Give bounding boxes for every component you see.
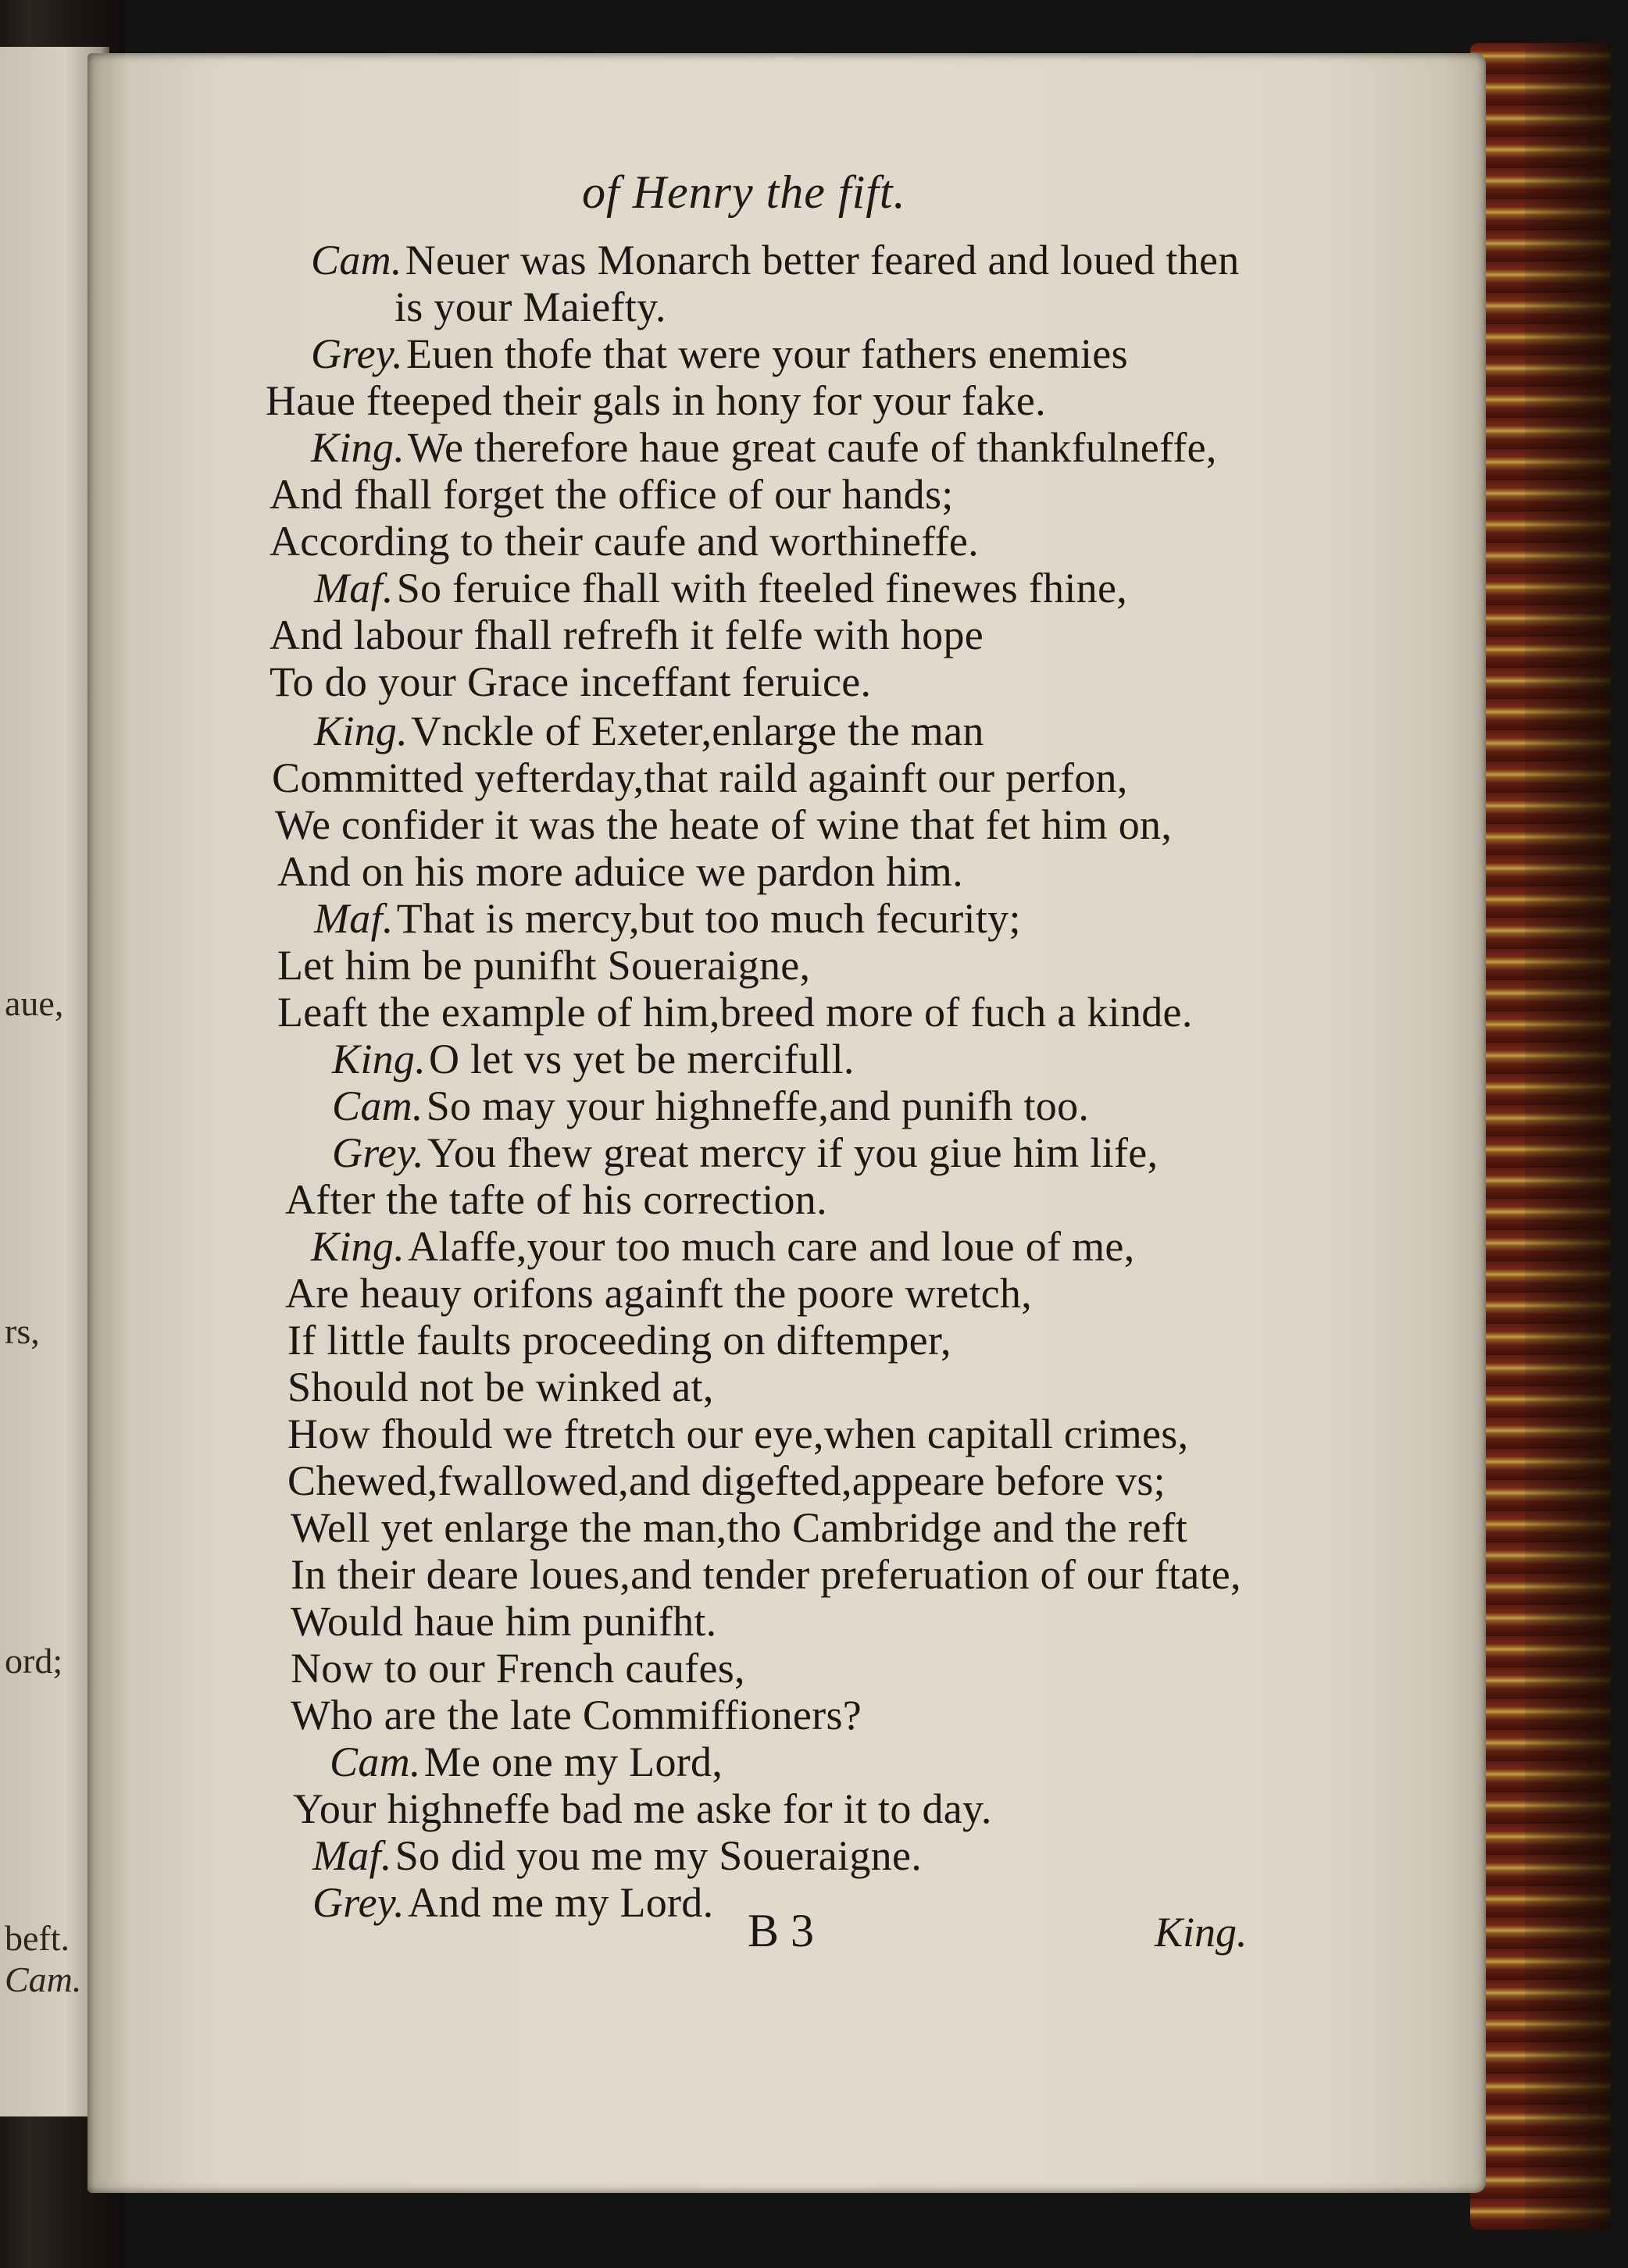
signature-mark: B 3 [748, 1905, 815, 1956]
line-text: And on his more aduice we pardon him. [277, 848, 963, 895]
line-text: Chewed,fwallowed,and digefted,appeare before vs; [287, 1457, 1166, 1504]
text-line [287, 1457, 1166, 1505]
speaker-prefix: Grey. [312, 1879, 405, 1926]
line-text: Vnckle of Exeter,enlarge the man [411, 708, 984, 754]
line-text: Haue fteeped their gals in hony for your fake. [266, 377, 1046, 424]
text-line [270, 611, 984, 659]
line-text: Alaffe,your too much care and loue of me, [408, 1223, 1135, 1270]
line-text: You fhew great mercy if you giue him life, [427, 1129, 1159, 1176]
line-text: We therefore haue great caufe of thankfulneffe, [408, 424, 1217, 471]
text-line [311, 236, 1240, 284]
text-line [277, 847, 963, 896]
text-line [291, 1503, 1187, 1552]
line-text: Let him be punifht Soueraigne, [277, 942, 811, 989]
left-fragment: rs, [5, 1311, 40, 1351]
text-line [311, 330, 1128, 378]
text-line [291, 1691, 862, 1739]
line-text: Euen thofe that were your fathers enemies [405, 330, 1128, 377]
speaker-prefix: Maf. [314, 565, 394, 612]
text-line [314, 564, 1127, 612]
text-line [287, 1316, 951, 1364]
text-line [291, 1644, 745, 1692]
text-line [314, 707, 984, 755]
line-text: is your Maiefty. [395, 284, 666, 330]
line-text: Who are the late Commiffioners? [291, 1692, 862, 1738]
speaker-prefix: Grey. [311, 330, 403, 377]
text-line [285, 1269, 1032, 1318]
line-text: And me my Lord. [407, 1879, 714, 1926]
speaker-prefix: Maf. [314, 895, 394, 942]
speaker-prefix: King. [311, 1223, 405, 1270]
line-text: Are heauy orifons againft the poore wretch, [285, 1270, 1033, 1317]
text-line [291, 1550, 1241, 1599]
line-text: Would haue him punifht. [291, 1598, 717, 1645]
text-line [312, 1831, 922, 1880]
speaker-prefix: Cam. [311, 237, 402, 284]
running-header: of Henry the fift. [582, 166, 906, 218]
catchword: King. [1155, 1909, 1248, 1956]
line-text: Committed yefterday,that raild againft our perfon, [272, 754, 1128, 801]
text-line [285, 1175, 827, 1224]
speaker-prefix: King. [314, 708, 409, 754]
text-line [291, 1597, 716, 1646]
line-text: Neuer was Monarch better feared and loued then [405, 237, 1240, 284]
line-text: That is mercy,but too much fecurity; [396, 895, 1021, 942]
text-line [270, 658, 871, 706]
text-line [270, 470, 954, 519]
line-text: After the tafte of his correction. [285, 1176, 827, 1223]
text-line [332, 1035, 855, 1083]
speaker-prefix: King. [311, 424, 405, 471]
speaker-prefix: King. [332, 1036, 427, 1082]
left-fragment: Cam. [5, 1960, 82, 1999]
text-line [287, 1363, 714, 1411]
line-text: So did you me my Soueraigne. [395, 1832, 923, 1879]
text-line [270, 517, 979, 565]
left-fragment: beft. [5, 1918, 70, 1958]
line-text: We confider it was the heate of wine that fet him on, [275, 801, 1173, 848]
text-line [272, 754, 1128, 802]
line-text: Now to our French caufes, [291, 1645, 745, 1692]
line-text: And labour fhall refrefh it felfe with hope [270, 612, 984, 658]
text-line [312, 1878, 713, 1927]
text-line [395, 283, 666, 331]
line-text: According to their caufe and worthineffe. [270, 518, 979, 565]
line-text: Your highneffe bad me aske for it to day. [293, 1785, 992, 1832]
text-line [311, 423, 1217, 472]
left-fragment: aue, [5, 983, 64, 1023]
text-line [332, 1129, 1158, 1177]
text-line [293, 1785, 992, 1833]
line-text: To do your Grace inceffant feruice. [270, 658, 872, 705]
speaker-prefix: Maf. [312, 1832, 392, 1879]
line-text: Should not be winked at, [287, 1364, 714, 1410]
text-line [275, 801, 1172, 849]
text-line [311, 1222, 1135, 1271]
speaker-prefix: Cam. [332, 1082, 423, 1129]
line-text: Leaft the example of him,breed more of fuch a kinde. [277, 989, 1193, 1036]
line-text: In their deare loues,and tender preferuation of our ftate, [291, 1551, 1241, 1598]
text-line [314, 894, 1021, 943]
text-line [266, 376, 1046, 425]
text-line [330, 1738, 723, 1786]
line-text: Me one my Lord, [423, 1738, 723, 1785]
show-through-text [1275, 186, 1548, 1982]
line-text: So may your highneffe,and punifh too. [426, 1082, 1090, 1129]
line-text: How fhould we ftretch our eye,when capitall crimes, [287, 1410, 1189, 1457]
speaker-prefix: Cam. [330, 1738, 421, 1785]
line-text: So feruice fhall with fteeled finewes fhine, [396, 565, 1128, 612]
text-line [277, 988, 1193, 1036]
left-fragment: ord; [5, 1641, 63, 1681]
speaker-prefix: Grey. [332, 1129, 424, 1176]
line-text: O let vs yet be mercifull. [429, 1036, 855, 1082]
line-text: And fhall forget the office of our hands; [270, 471, 954, 518]
text-line [277, 941, 810, 990]
line-text: If little faults proceeding on diftemper, [287, 1317, 951, 1364]
line-text: Well yet enlarge the man,tho Cambridge and the reft [291, 1504, 1188, 1551]
text-line [332, 1082, 1089, 1130]
text-line [287, 1410, 1188, 1458]
